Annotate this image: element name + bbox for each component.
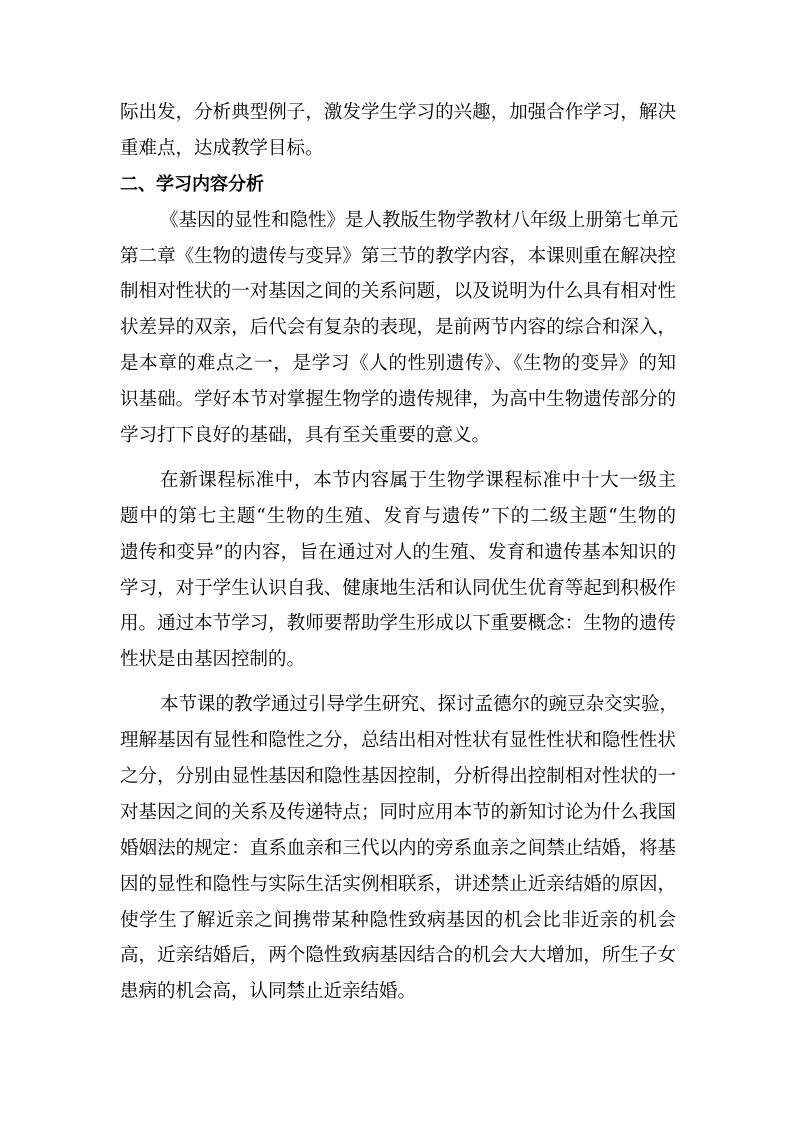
text-line: 理解基因有显性和隐性之分，总结出相对性状有显性性状和隐性性状 [120,730,676,752]
document-page [120,95,679,1010]
text-line: 婚姻法的规定：直系血亲和三代以内的旁系血亲之间禁止结婚，将基 [120,837,676,859]
text-line: 是本章的难点之一，是学习《人的性别遗传》、《生物的变异》的知 [120,353,676,375]
text-line: 《基因的显性和隐性》是人教版生物学教材八年级上册第七单元 [160,209,679,231]
text-line: 本节课的教学通过引导学生研究、探讨孟德尔的豌豆杂交实验， [160,694,679,716]
paragraph-3 [120,687,679,1010]
text-line: 高，近亲结婚后，两个隐性致病基因结合的机会大大增加，所生子女 [120,945,676,967]
text-line: 识基础。学好本节对掌握生物学的遗传规律，为高中生物遗传部分的 [120,389,676,411]
text-line: 遗传和变异”的内容，旨在通过对人的生殖、发育和遗传基本知识的 [120,541,676,563]
text-line: 制相对性状的一对基因之间的关系问题，以及说明为什么具有相对性 [120,281,676,303]
text-line: 重难点，达成教学目标。 [120,137,324,159]
text-line: 因的显性和隐性与实际生活实例相联系，讲述禁止近亲结婚的原因， [120,873,676,895]
text-line: 际出发，分析典型例子，激发学生学习的兴趣，加强合作学习，解决 [120,102,676,123]
text-line: 在新课程标准中，本节内容属于生物学课程标准中十大一级主 [160,469,676,491]
text-line: 第二章《生物的遗传与变异》第三节的教学内容，本课则重在解决控 [120,245,676,267]
text-line: 对基因之间的关系及传递特点；同时应用本节的新知讨论为什么我国 [120,801,676,823]
intro-paragraph [120,95,676,167]
section-heading: 二、学习内容分析 [120,173,264,195]
paragraph-1 [120,203,679,454]
text-line: 之分，分别由显性基因和隐性基因控制，分析得出控制相对性状的一 [120,766,676,788]
text-line: 题中的第七主题“生物的生殖、发育与遗传”下的二级主题“生物的 [120,505,676,527]
text-line: 学习打下良好的基础，具有至关重要的意义。 [120,425,491,447]
paragraph-2 [120,463,676,678]
text-line: 使学生了解近亲之间携带某种隐性致病基因的机会比非近亲的机会 [120,909,676,931]
text-line: 学习，对于学生认识自我、健康地生活和认同优生优育等起到积极作 [120,577,676,599]
text-line: 性状是由基因控制的。 [120,649,306,671]
text-line: 状差异的双亲，后代会有复杂的表现，是前两节内容的综合和深入， [120,317,676,339]
text-line: 用。通过本节学习，教师要帮助学生形成以下重要概念：生物的遗传 [120,613,676,635]
text-line: 患病的机会高，认同禁止近亲结婚。 [120,981,417,1003]
